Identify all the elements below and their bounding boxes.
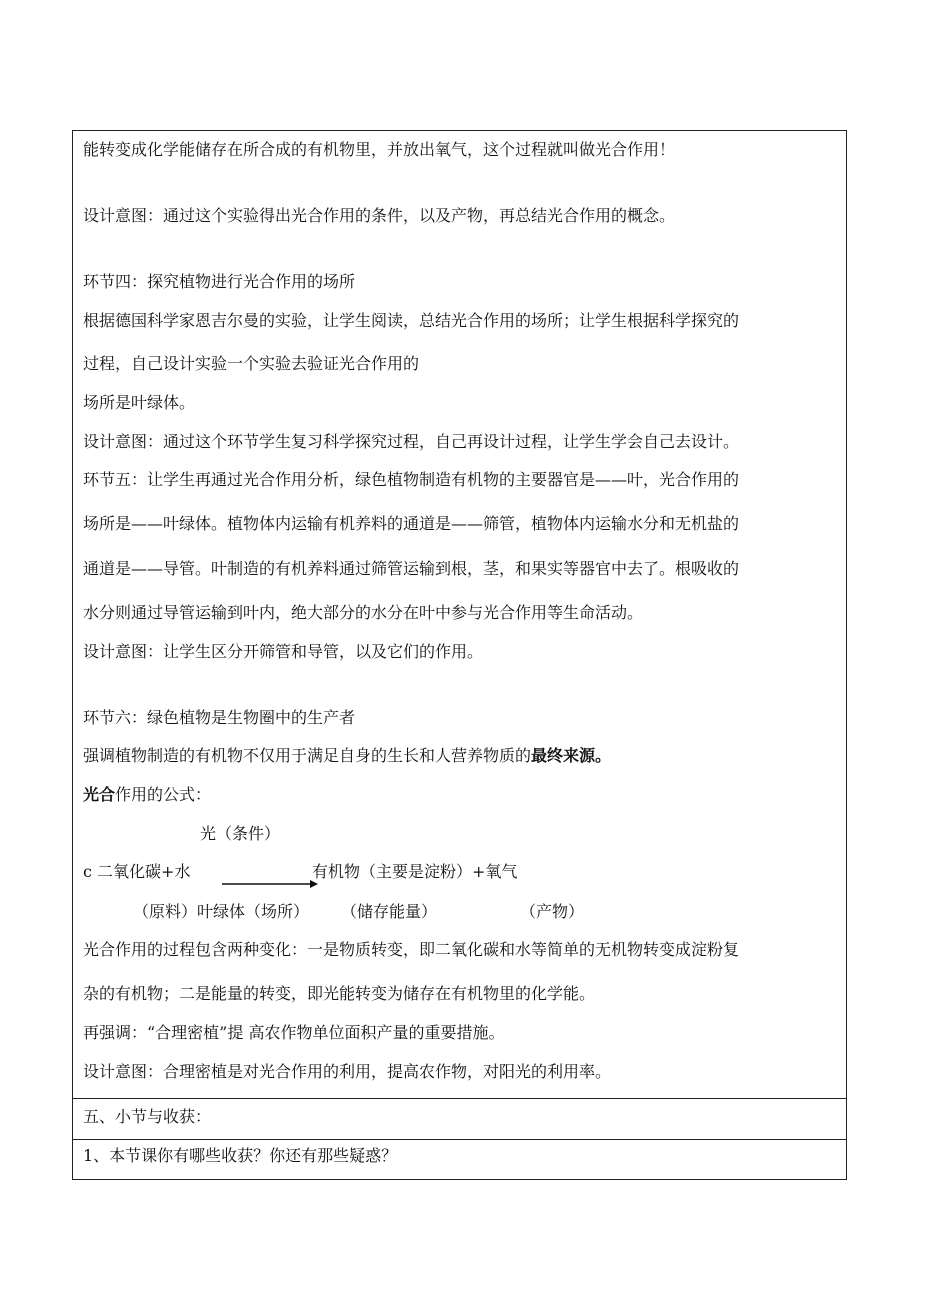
section-heading: 环节六：绿色植物是生物圈中的生产者 [83,708,356,727]
section-heading: 五、小节与收获： [83,1107,212,1126]
paragraph-text: 作用的公式： [115,785,212,804]
paragraph-line: 光合作用的过程包含两种变化：一是物质转变，即二氧化碳和水等简单的无机物转变成淀粉复 [83,940,740,959]
paragraph-line: 通道是——导管。叶制造的有机养料通过筛管运输到根，茎，和果实等器官中去了。根吸收的 [83,559,740,578]
formula-condition: 光（条件） [200,824,281,843]
design-intent-line: 设计意图：通过这个实验得出光合作用的条件，以及产物，再总结光合作用的概念。 [83,206,676,225]
row-divider [72,1139,847,1140]
formula-label-raw-materials: （原料）叶绿体（场所） [133,902,310,921]
emphasis-text: 光合 [83,785,116,804]
section-heading: 环节五：让学生再通过光合作用分析，绿色植物制造有机物的主要器官是——叶，光合作用的 [83,470,740,489]
formula-label-energy: （储存能量） [341,902,438,921]
paragraph-line: 再强调：“合理密植”提 高农作物单位面积产量的重要措施。 [83,1023,505,1042]
reaction-arrow-icon [222,878,318,890]
design-intent-line: 设计意图：合理密植是对光合作用的利用，提高农作物，对阳光的利用率。 [83,1062,612,1081]
paragraph-line: 能转变成化学能储存在所合成的有机物里，并放出氧气，这个过程就叫做光合作用！ [83,140,676,159]
paragraph-line: 过程，自己设计实验一个实验去验证光合作用的 [83,354,420,373]
paragraph-line: 根据德国科学家恩吉尔曼的实验，让学生阅读，总结光合作用的场所；让学生根据科学探究的 [83,311,740,330]
paragraph-line: 场所是叶绿体。 [83,393,196,412]
paragraph-line [83,746,611,766]
design-intent-line: 设计意图：让学生区分开筛管和导管，以及它们的作用。 [83,642,484,661]
paragraph-line: 1、本节课你有哪些收获？你还有那些疑惑？ [83,1146,398,1165]
row-divider [72,1098,847,1099]
formula-label-products: （产物） [520,902,585,921]
paragraph-line: 场所是——叶绿体。植物体内运输有机养料的通道是——筛管，植物体内运输水分和无机盐的 [83,514,740,533]
paragraph-line: 杂的有机物；二是能量的转变，即光能转变为储存在有机物里的化学能。 [83,984,596,1003]
paragraph-line: 水分则通过导管运输到叶内，绝大部分的水分在叶中参与光合作用等生命活动。 [83,603,644,622]
formula-reactants: c 二氧化碳+水 [83,862,191,881]
formula-products: 有机物（主要是淀粉）+氧气 [312,862,518,881]
emphasis-text: 最终来源。 [531,746,612,765]
paragraph-text: 强调植物制造的有机物不仅用于满足自身的生长和人营养物质的 [83,746,532,765]
formula-heading [83,785,211,805]
section-heading: 环节四：探究植物进行光合作用的场所 [83,272,356,291]
design-intent-line: 设计意图：通过这个环节学生复习科学探究过程，自己再设计过程，让学生学会自己去设计。 [83,432,740,451]
